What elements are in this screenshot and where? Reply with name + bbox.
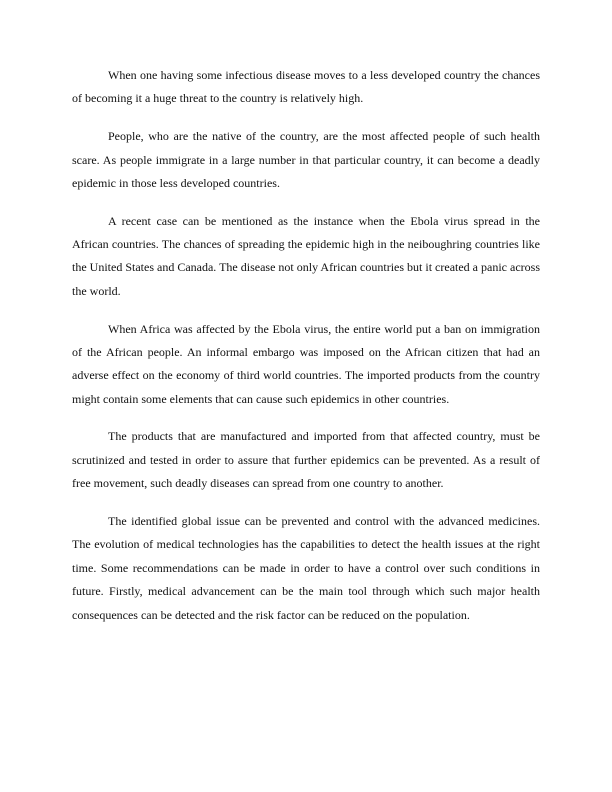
paragraph-immigration-ban: When Africa was affected by the Ebola virus, the entire world put a ban on immigration of the African people. An informal embargo was imposed on the African citizen that had an adverse effect on the economy of third world countries. The imported products from the country might contain some elements that can cause such epidemics in other countries. <box>72 321 540 406</box>
paragraph-ebola-case: A recent case can be mentioned as the instance when the Ebola virus spread in the African countries. The chances of spreading the epidemic high in the neiboughring countries like the United States and Canada. The disease not only African countries but it created a panic across the world. <box>72 213 540 298</box>
paragraph-immigration-risk: When one having some infectious disease moves to a less developed country the chances of becoming it a huge threat to the country is relatively high. <box>72 68 540 106</box>
paragraph-product-screening: The products that are manufactured and imported from that affected country, must be scrutinized and tested in order to assure that further epidemics can be prevented. As a result of free movement, such deadly diseases can spread from one country to another. <box>72 429 540 491</box>
paragraph-native-population: People, who are the native of the country, are the most affected people of such health scare. As people immigrate in a large number in that particular country, it can become a deadly epidemic in those less developed countries. <box>72 129 540 190</box>
document-page <box>72 64 540 641</box>
paragraph-recommendations: The identified global issue can be prevented and control with the advanced medicines. The evolution of medical technologies has the capabilities to detect the health issues at the right time. Some recommendations can be made in order to have a control over such conditions in future. Firstly, medical advancement can be the main tool through which such major health consequences can be detected and the risk factor can be reduced on the population. <box>72 513 540 622</box>
